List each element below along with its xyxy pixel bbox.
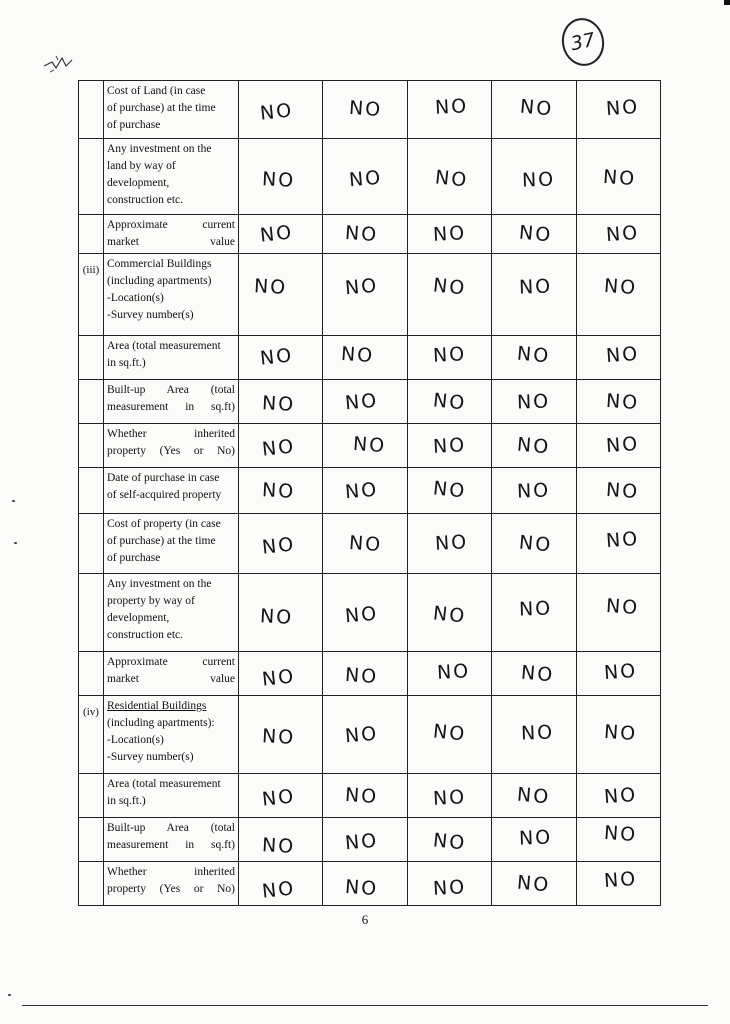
row-label: Whether inherited property (Yes or No) [107,428,235,457]
answer-cell [239,139,323,215]
answer-cell [239,774,323,818]
answer-cell [576,215,660,254]
handwritten-answer: NO [431,828,468,855]
answer-cell [492,468,576,514]
answer-cell [239,215,323,254]
table-body [79,81,661,906]
handwritten-answer: NO [519,95,555,120]
row-number-cell [79,424,104,468]
row-label: Any investment on the land by way of development, construction etc. [107,143,212,206]
answer-cell [323,862,407,906]
handwritten-answer: NO [521,167,556,192]
table-row [79,424,661,468]
handwritten-answer: NO [602,274,638,299]
handwritten-answer: NO [432,433,467,458]
row-label: Approximate current market value [107,219,235,248]
row-label: Any investment on the property by way of development, construction etc. [107,578,212,641]
row-label: Commercial Buildings (including apartments) -Location(s) -Survey number(s) [107,258,212,321]
handwritten-answer: NO [602,659,638,684]
handwritten-answer: NO [259,343,295,370]
answer-cell [407,696,491,774]
answer-cell [576,818,660,862]
answer-cell [323,424,407,468]
answer-cell [407,380,491,424]
answer-cell [492,652,576,696]
handwritten-answer: NO [433,165,470,192]
handwritten-answer: NO [604,342,640,367]
answer-cell [576,336,660,380]
section-heading: Residential Buildings [107,700,207,712]
handwritten-answer: NO [516,342,552,367]
row-label: Approximate current market value [107,656,235,685]
row-label-cell [104,514,239,574]
speck [14,542,17,544]
handwritten-answer: NO [343,602,379,627]
handwritten-answer: NO [604,478,640,503]
answer-cell [323,139,407,215]
handwritten-answer: NO [432,222,467,246]
handwritten-answer: NO [431,601,468,628]
answer-cell [492,862,576,906]
row-label: (including apartments): -Location(s) -Survey number(s) [107,717,215,763]
handwritten-answer: NO [516,783,552,808]
answer-cell [576,424,660,468]
answer-cell [407,774,491,818]
answer-cell [492,574,576,652]
handwritten-answer: NO [261,391,296,416]
table-row [79,139,661,215]
handwritten-answer: NO [516,871,552,896]
answer-cell [407,254,491,336]
answer-cell [492,696,576,774]
row-number-cell [79,652,104,696]
answer-cell [492,514,576,574]
answer-cell [407,81,491,139]
answer-cell [239,652,323,696]
handwritten-answer: NO [347,531,383,556]
answer-cell [407,862,491,906]
answer-cell [407,468,491,514]
row-label: Cost of property (in case of purchase) at the time of purchase [107,518,221,564]
table-row [79,818,661,862]
row-label-cell [104,254,239,336]
row-label-cell [104,696,239,774]
handwritten-answer: NO [261,784,297,811]
table-row [79,574,661,652]
handwritten-answer: NO [351,432,387,457]
handwritten-answer: NO [516,478,551,503]
row-number-cell [79,774,104,818]
row-label: Area (total measurement in sq.ft.) [107,778,221,807]
handwritten-answer: NO [602,821,638,846]
table-row [79,774,661,818]
answer-cell [239,380,323,424]
handwritten-answer: NO [259,221,295,247]
answer-cell [576,862,660,906]
handwritten-answer: NO [261,167,296,192]
row-label-cell [104,139,239,215]
answer-cell [492,254,576,336]
handwritten-answer: NO [343,722,379,747]
answer-cell [407,336,491,380]
table-row [79,81,661,139]
handwritten-answer: NO [343,829,379,854]
row-label-cell [104,774,239,818]
answer-cell [323,774,407,818]
answer-cell [576,652,660,696]
answer-cell [239,424,323,468]
handwritten-answer: NO [343,389,379,414]
handwritten-answer: NO [432,785,467,810]
table-row [79,652,661,696]
handwritten-answer: NO [604,594,640,619]
row-number-cell [79,380,104,424]
handwritten-answer: NO [261,434,297,461]
answer-cell [323,818,407,862]
row-label-cell [104,574,239,652]
row-label-cell [104,380,239,424]
table-row [79,862,661,906]
answer-cell [407,514,491,574]
answer-cell [576,468,660,514]
answer-cell [239,574,323,652]
answer-cell [323,574,407,652]
handwritten-answer: NO [347,96,383,121]
table-row [79,696,661,774]
answer-cell [239,468,323,514]
answer-cell [239,254,323,336]
handwritten-answer: NO [518,596,553,621]
answer-cell [239,514,323,574]
handwritten-answer: NO [261,478,296,503]
answer-cell [576,380,660,424]
handwritten-answer: NO [347,166,383,191]
scribble-mark [42,52,78,78]
handwritten-answer: NO [518,221,554,247]
handwritten-answer: NO [604,221,640,247]
handwritten-answer: NO [343,274,379,299]
speck [12,500,15,502]
table-row [79,468,661,514]
answer-cell [576,574,660,652]
handwritten-answer: NO [261,876,297,903]
row-label-cell [104,468,239,514]
table-row [79,380,661,424]
handwritten-answer: NO [343,783,379,808]
handwritten-answer: NO [601,165,637,190]
handwritten-answer: NO [261,664,297,691]
answer-cell [323,696,407,774]
speck [8,994,11,996]
answer-cell [239,818,323,862]
handwritten-answer: NO [343,221,379,247]
answer-cell [239,696,323,774]
row-label-cell [104,424,239,468]
handwritten-answer: NO [516,433,552,458]
row-number-cell [79,215,104,254]
answer-cell [323,652,407,696]
answer-cell [323,336,407,380]
handwritten-answer: NO [604,527,640,552]
answer-cell [492,336,576,380]
answer-cell [323,81,407,139]
handwritten-answer: NO [520,661,556,686]
answer-cell [492,818,576,862]
answer-cell [407,818,491,862]
row-label: Date of purchase in case of self-acquired property [107,472,222,501]
corner-mark [724,0,730,5]
row-number-cell [79,514,104,574]
handwritten-answer: NO [253,274,288,299]
row-number-cell [79,862,104,906]
handwritten-answer: NO [432,342,467,367]
handwritten-answer: NO [604,432,640,457]
handwritten-answer: NO [518,825,553,850]
answer-cell [492,215,576,254]
answer-cell [323,468,407,514]
row-number-cell [79,574,104,652]
handwritten-answer: NO [259,604,294,629]
handwritten-answer: NO [516,389,551,414]
answer-cell [407,424,491,468]
page-number-stamp: 37 [557,14,608,70]
handwritten-answer: NO [604,389,640,414]
answer-cell [576,81,660,139]
table-row [79,215,661,254]
handwritten-answer: NO [431,388,468,415]
handwritten-answer: NO [604,95,640,120]
row-label: Cost of Land (in case of purchase) at the time of purchase [107,85,216,131]
answer-cell [576,254,660,336]
handwritten-answer: NO [518,274,553,299]
answer-cell [407,139,491,215]
handwritten-answer: NO [261,833,296,858]
handwritten-answer: NO [602,783,638,808]
handwritten-answer: NO [259,98,295,125]
answer-cell [323,380,407,424]
row-label-cell [104,215,239,254]
row-label-cell [104,652,239,696]
row-number-cell [79,818,104,862]
answer-cell [492,424,576,468]
handwritten-answer: NO [602,720,638,745]
row-number-cell [79,468,104,514]
handwritten-answer: NO [343,875,379,900]
answer-cell [492,139,576,215]
table-row [79,336,661,380]
answer-cell [492,774,576,818]
row-label: Area (total measurement in sq.ft.) [107,340,221,369]
answer-cell [407,215,491,254]
answer-cell [407,574,491,652]
handwritten-answer: NO [434,94,469,119]
answer-cell [239,336,323,380]
row-number-cell [79,336,104,380]
row-label: Whether inherited property (Yes or No) [107,866,235,895]
handwritten-answer: NO [343,663,379,688]
answer-cell [576,774,660,818]
handwritten-answer: NO [432,875,467,900]
row-label-cell [104,336,239,380]
bottom-rule [22,1005,708,1006]
row-number-cell [79,139,104,215]
handwritten-answer: NO [520,720,555,745]
answer-cell [407,652,491,696]
row-number-cell: (iv) [79,696,104,774]
handwritten-answer: NO [436,659,471,684]
row-number-cell: (iii) [79,254,104,336]
answer-cell [576,696,660,774]
handwritten-answer: NO [343,478,379,503]
handwritten-answer: NO [602,867,638,892]
answer-cell [239,81,323,139]
table-row [79,514,661,574]
row-label: Built-up Area (total measurement in sq.ft) [107,822,235,851]
handwritten-answer: NO [261,532,297,559]
property-declaration-table [78,80,661,906]
handwritten-answer: NO [339,342,375,367]
page-number: 6 [361,912,369,927]
answer-cell [576,139,660,215]
answer-cell [323,215,407,254]
handwritten-answer: NO [431,719,468,746]
answer-cell [492,81,576,139]
handwritten-answer: NO [431,476,468,503]
table-row [79,254,661,336]
row-label-cell [104,81,239,139]
answer-cell [323,254,407,336]
row-number-cell [79,81,104,139]
answer-cell [323,514,407,574]
handwritten-answer: NO [431,273,468,300]
answer-cell [239,862,323,906]
row-label: Built-up Area (total measurement in sq.ft) [107,384,235,413]
answer-cell [492,380,576,424]
answer-cell [576,514,660,574]
handwritten-answer: NO [518,531,554,556]
row-label-cell [104,818,239,862]
handwritten-answer: NO [434,530,469,555]
row-label-cell [104,862,239,906]
handwritten-answer: NO [261,724,296,749]
